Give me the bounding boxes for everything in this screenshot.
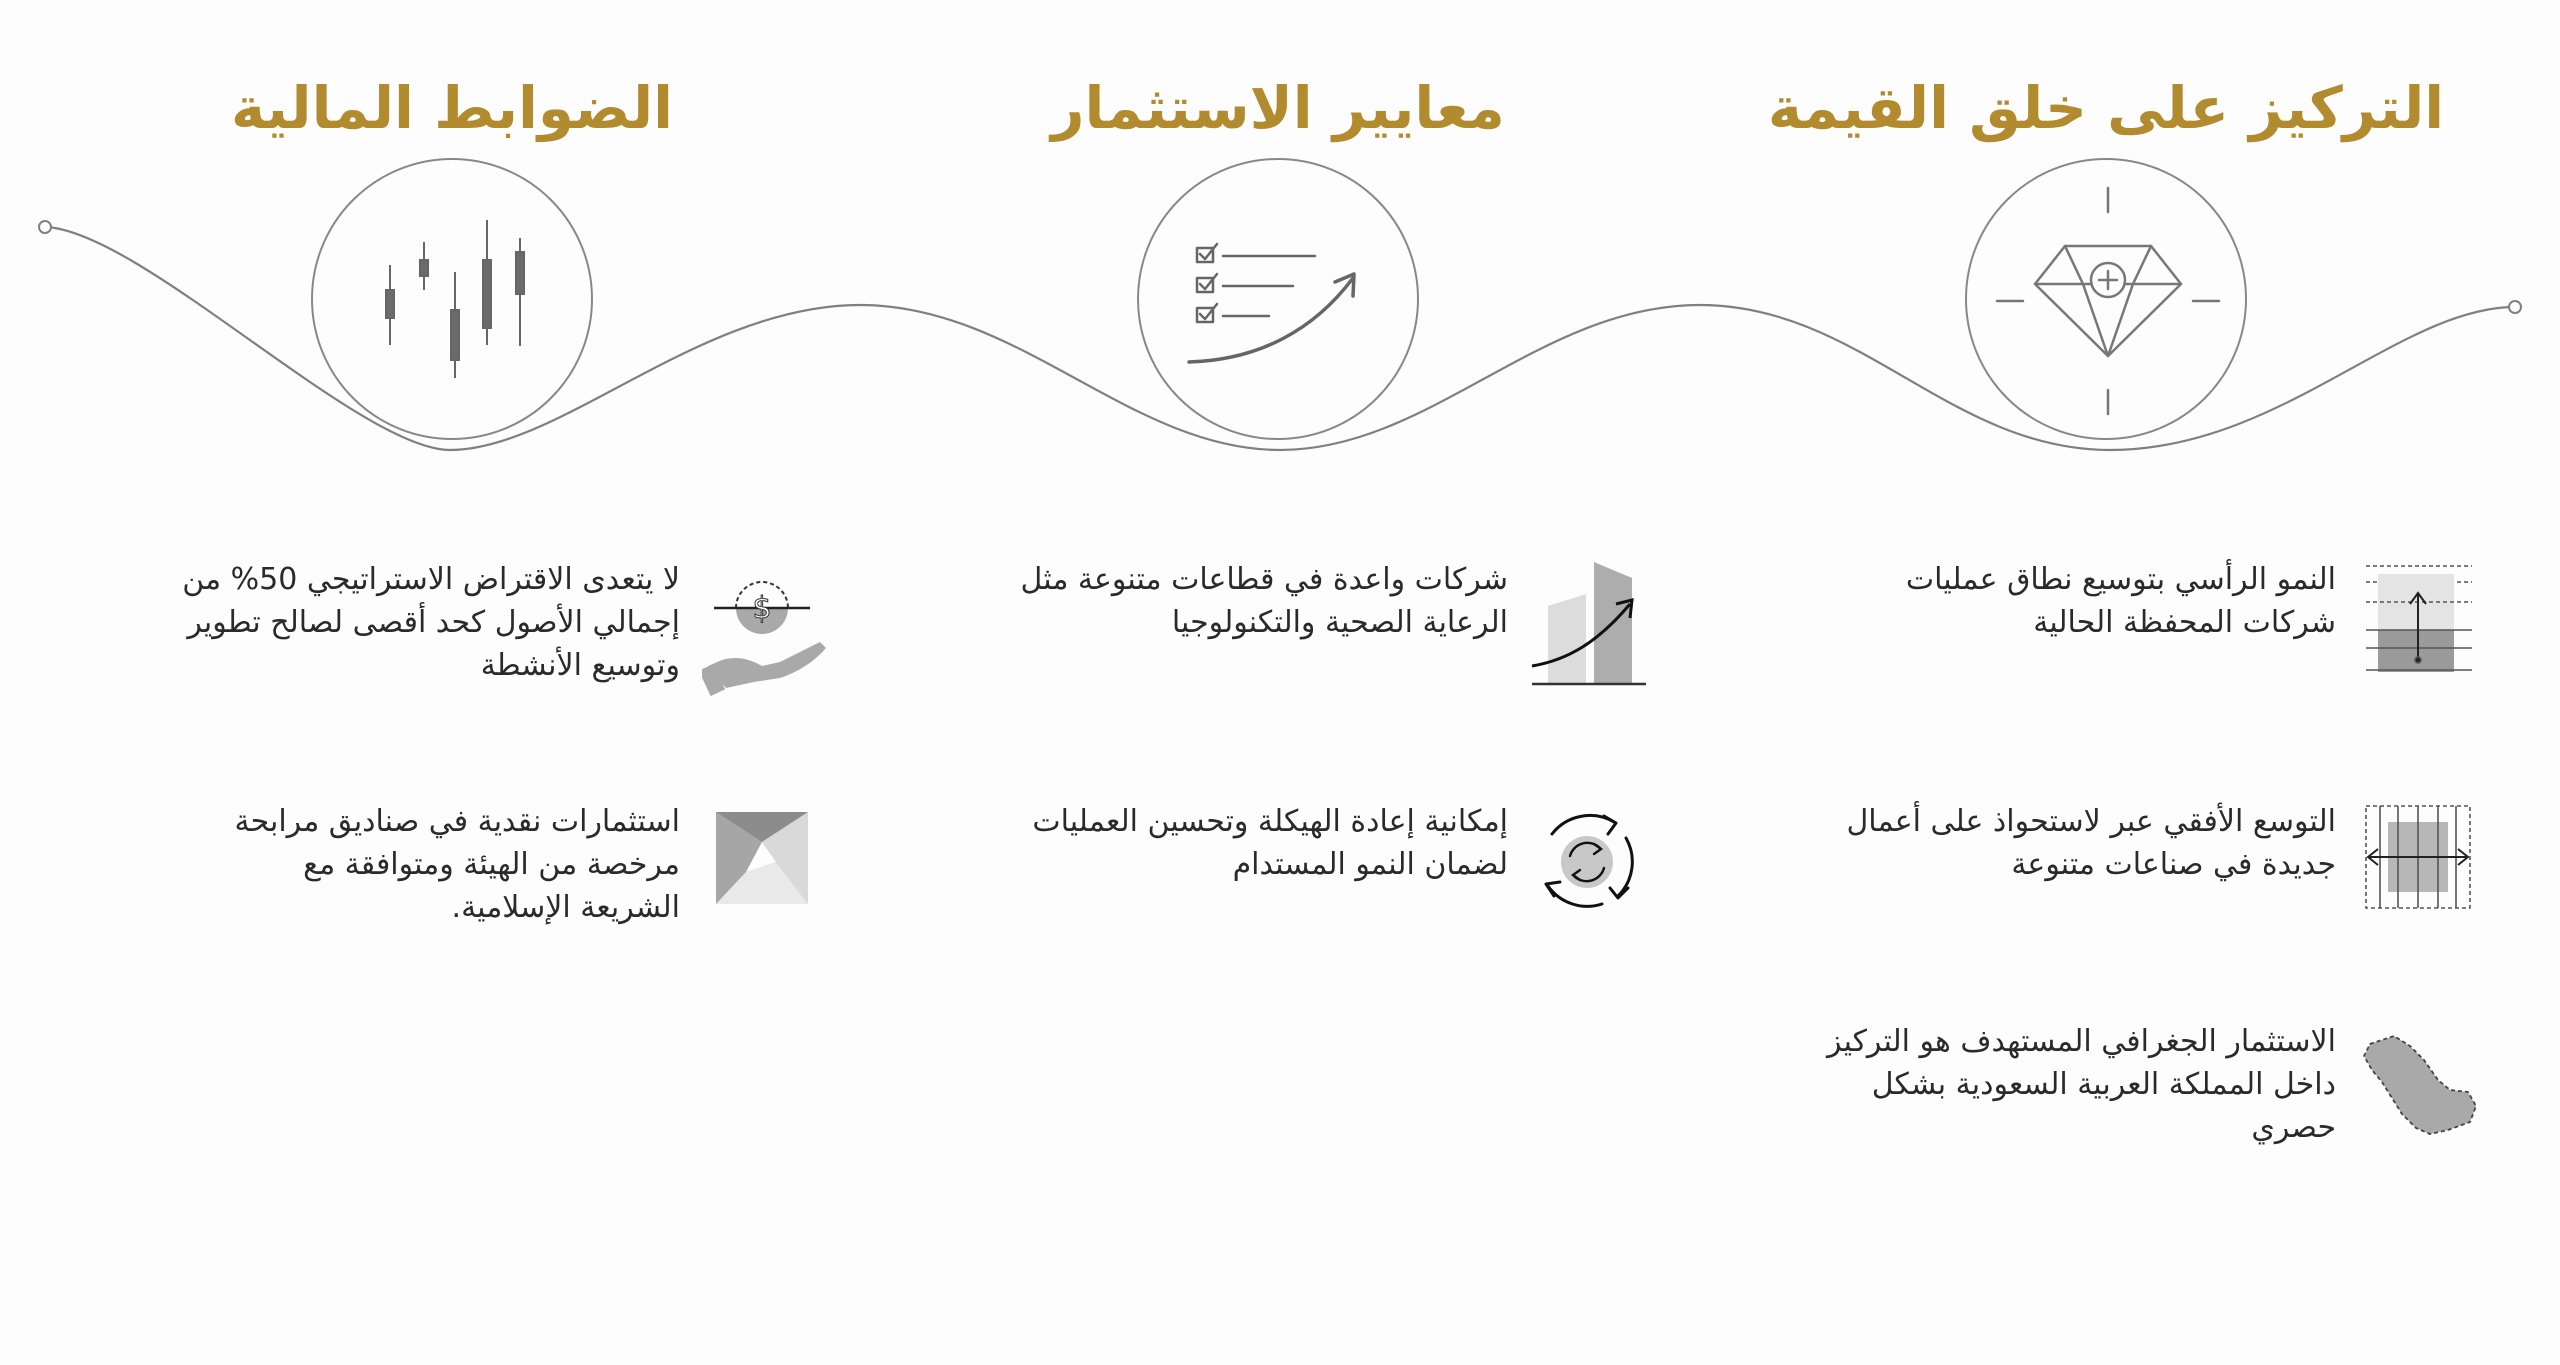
criteria-item-promising-companies: شركات واعدة في قطاعات متنوعة مثل الرعاية الصحية والتكنولوجيا xyxy=(1020,562,1508,640)
vertical-growth-icon xyxy=(2364,562,2474,674)
heading-value-creation: التركيز على خلق القيمة xyxy=(1767,74,2445,142)
murabaha-fund-icon xyxy=(716,812,808,904)
heading-financial-controls: الضوابط المالية xyxy=(230,74,674,142)
value-item-vertical-growth: النمو الرأسي بتوسيع نطاق عمليات شركات المحفظة الحالية xyxy=(1905,562,2336,640)
candlestick-chart-icon xyxy=(313,160,595,442)
wave-start-dot xyxy=(39,221,51,233)
value-item-geographic-focus: الاستثمار الجغرافي المستهدف هو التركيز داخل المملكة العربية السعودية بشكل حصري xyxy=(1827,1024,2336,1145)
checklist-growth-icon xyxy=(1139,160,1421,442)
horizontal-expansion-icon xyxy=(2364,804,2474,910)
saudi-map-icon xyxy=(2358,1030,2480,1138)
heading-investment-criteria: معايير الاستثمار xyxy=(1051,74,1505,142)
value-item-horizontal-expansion: التوسع الأفقي عبر لاستحواذ على أعمال جديدة في صناعات متنوعة xyxy=(1846,804,2336,882)
hero-circle-investment-criteria xyxy=(1137,158,1419,440)
growth-buildings-icon xyxy=(1528,556,1650,686)
hero-circle-financial-controls xyxy=(311,158,593,440)
financial-item-murabaha: استثمارات نقدية في صناديق مرابحة مرخصة من الهيئة ومتوافقة مع الشريعة الإسلامية. xyxy=(234,804,680,925)
wave-end-dot xyxy=(2509,301,2521,313)
criteria-item-restructuring: إمكانية إعادة الهيكلة وتحسين العمليات لضمان النمو المستدام xyxy=(1032,804,1508,882)
financial-item-borrowing-limit: لا يتعدى الاقتراض الاستراتيجي 50% من إجمالي الأصول كحد أقصى لصالح تطوير وتوسيع الأنشطة xyxy=(182,562,680,683)
svg-text:$: $ xyxy=(752,591,772,626)
hand-coin-icon xyxy=(702,570,830,698)
hero-circle-value-creation xyxy=(1965,158,2247,440)
restructuring-cycle-icon xyxy=(1530,804,1644,918)
diamond-icon xyxy=(1967,160,2249,442)
